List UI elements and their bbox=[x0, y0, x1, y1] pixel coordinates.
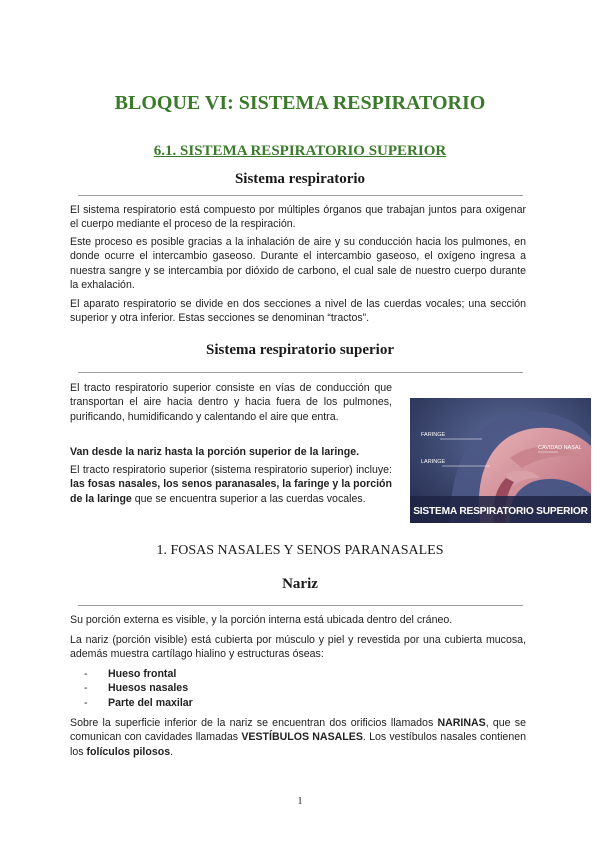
text-run: , que se comunican con cavidades llamadas bbox=[70, 717, 526, 744]
paragraph-tracto-bold: Van desde la nariz hasta la porción superior de la laringe. bbox=[70, 446, 360, 458]
paragraph-tracto-2 bbox=[70, 463, 392, 506]
text-run: . Los vestíbulos nasales contienen los bbox=[70, 731, 526, 758]
text-run-bold: NARINAS bbox=[437, 717, 486, 729]
heading-sistema-respiratorio-superior: Sistema respiratorio superior bbox=[205, 342, 395, 358]
heading-rule bbox=[78, 372, 523, 373]
text-run-bold: las fosas nasales, los senos paranasales, la faringe y la porción de la laringe bbox=[70, 478, 392, 505]
text-run: Sobre la superficie inferior de la nariz se encuentran dos orificios llamados bbox=[70, 717, 438, 729]
paragraph-tracto-1: El tracto respiratorio superior consiste en vías de conducción que transportan el aire hacia dentro y hacia fuera de los pulmones, purificando, humidificando y calentando el aire que entra. bbox=[70, 382, 392, 423]
text-run: que se encuentra superior a las cuerdas vocales. bbox=[131, 492, 366, 505]
label-faringe: FARINGE bbox=[421, 432, 446, 438]
paragraph-nariz-1: Su porción externa es visible, y la porción interna está ubicada dentro del cráneo. bbox=[70, 614, 453, 626]
list-item-label: Parte del maxilar bbox=[108, 696, 193, 709]
paragraph-intro-3: El aparato respiratorio se divide en dos secciones a nivel de las cuerdas vocales; una sección superior y otra inferior. Estas secciones se denominan “tractos”. bbox=[70, 298, 526, 325]
list-item-label: Huesos nasales bbox=[108, 682, 189, 695]
paragraph-intro-2: Este proceso es posible gracias a la inhalación de aire y su conducción hacia los pulmones, en donde ocurre el intercambio gaseoso. Durante el intercambio gaseoso, el oxígeno ingresa a nuestra sangre y se intercambia por dióxido de carbono, el cual sale de nuestro cuerpo durante la exhalación. bbox=[70, 236, 526, 292]
structures-list bbox=[84, 667, 384, 710]
bullet-dash: - bbox=[84, 696, 88, 709]
section-title: 6.1. SISTEMA RESPIRATORIO SUPERIOR bbox=[153, 143, 447, 159]
heading-nariz: Nariz bbox=[282, 576, 318, 592]
paragraph-nariz-3 bbox=[70, 716, 526, 759]
list-item bbox=[84, 681, 384, 695]
figure-sistema-respiratorio bbox=[410, 398, 591, 523]
heading-rule bbox=[78, 195, 523, 196]
paragraph-nariz-2: La nariz (porción visible) está cubierta por músculo y piel y revestida por una cubierta mucosa, además muestra cartílago hialino y estructuras óseas: bbox=[70, 634, 526, 661]
figure-caption: SISTEMA RESPIRATORIO SUPERIOR bbox=[413, 506, 588, 517]
document-title: BLOQUE VI: SISTEMA RESPIRATORIO bbox=[114, 92, 486, 114]
paragraph-intro-1: El sistema respiratorio está compuesto por múltiples órganos que trabajan juntos para oxigenar el cuerpo mediante el proceso de la respiración. bbox=[70, 204, 526, 231]
label-cavidad-nasal: CAVIDAD NASAL bbox=[538, 445, 582, 451]
text-run-bold: folículos pilosos bbox=[86, 745, 171, 758]
text-run: . bbox=[170, 745, 174, 758]
heading-sistema-respiratorio: Sistema respiratorio bbox=[234, 171, 366, 187]
text-run-bold: VESTÍBULOS NASALES bbox=[241, 731, 363, 744]
heading-fosas-nasales: 1. FOSAS NASALES Y SENOS PARANASALES bbox=[156, 543, 444, 558]
bullet-dash: - bbox=[84, 668, 88, 680]
list-item-label: Hueso frontal bbox=[108, 668, 177, 680]
heading-rule bbox=[78, 605, 523, 606]
label-laringe: LARINGE bbox=[421, 459, 446, 465]
list-item bbox=[84, 696, 384, 710]
page-number: 1 bbox=[297, 796, 303, 807]
text-run: El tracto respiratorio superior (sistema respiratorio superior) incluye: bbox=[70, 464, 392, 476]
bullet-dash: - bbox=[84, 682, 88, 695]
list-item bbox=[84, 667, 384, 681]
